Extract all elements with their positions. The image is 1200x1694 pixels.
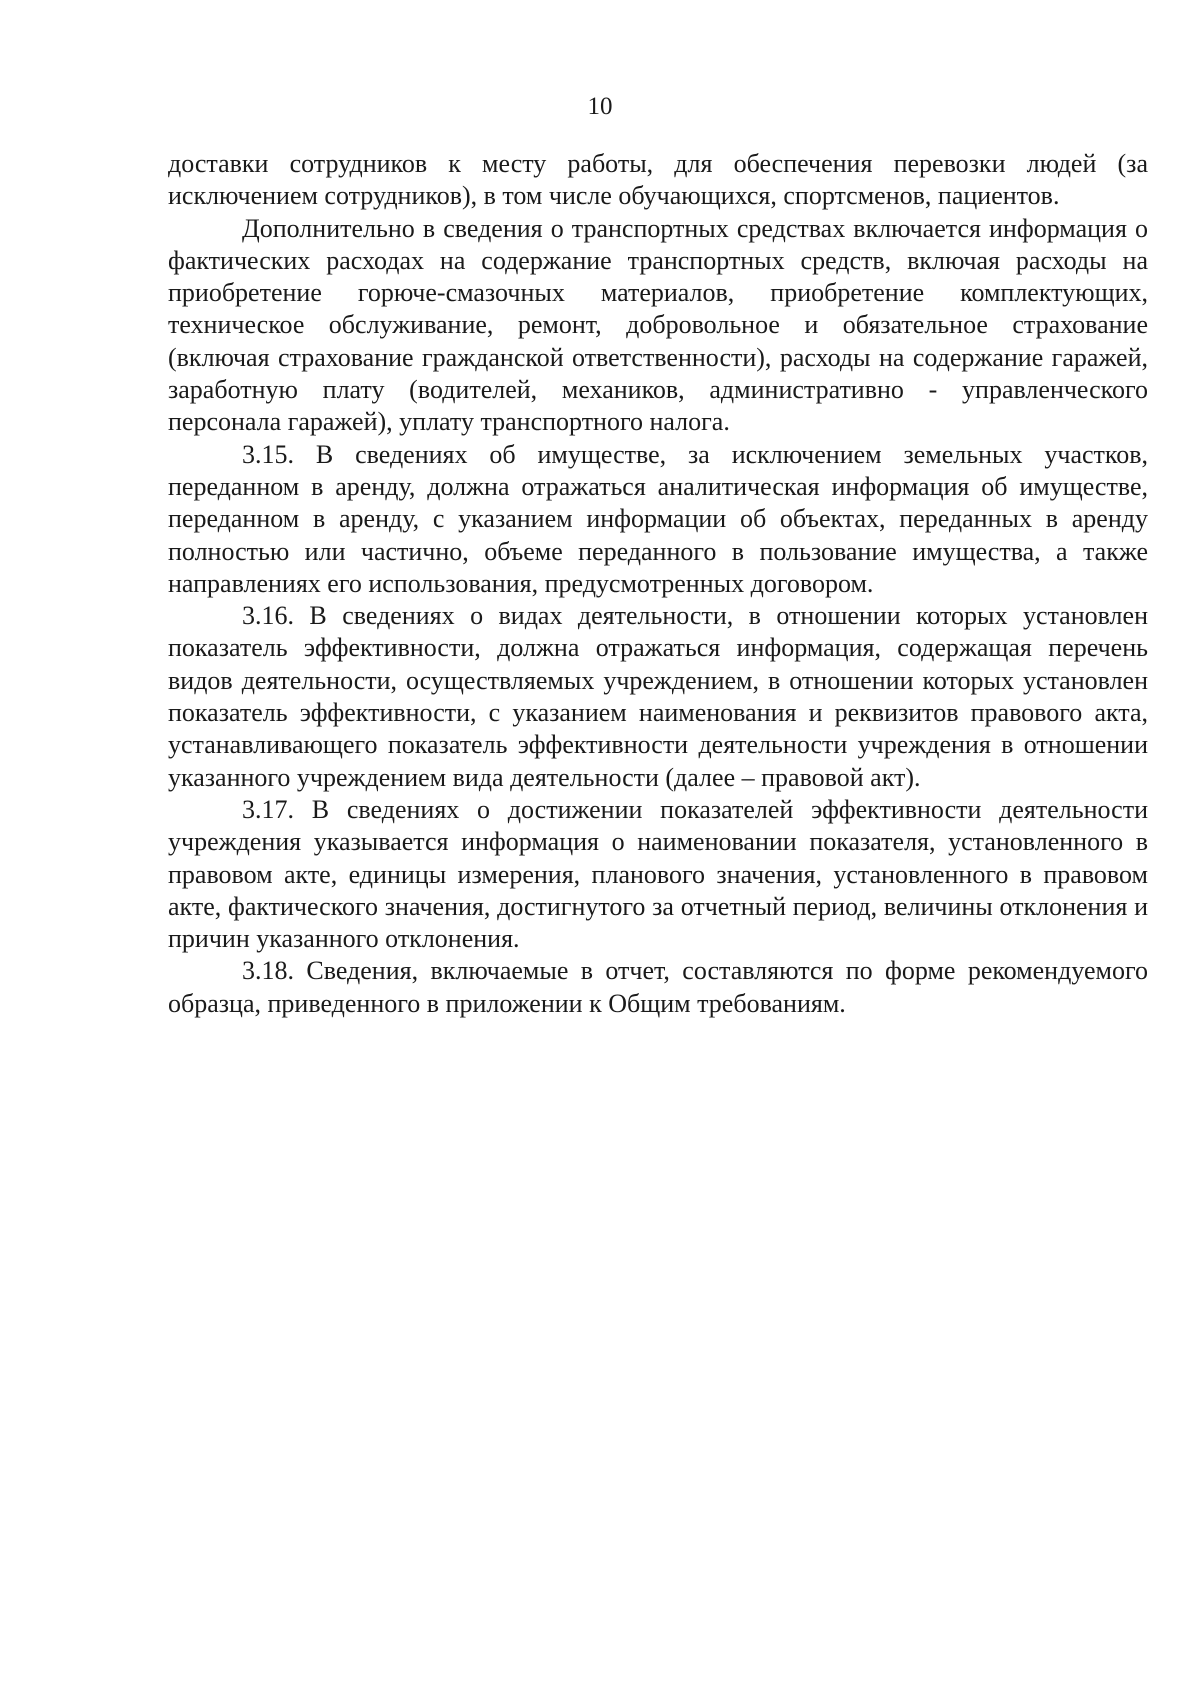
document-body [168, 148, 1148, 1020]
paragraph-continuation: доставки сотрудников к месту работы, для обеспечения перевозки людей (за исключением сотрудников), в том числе обучающихся, спортсменов, пациентов. [168, 149, 1148, 211]
paragraph-3-15: 3.15. В сведениях об имуществе, за исключением земельных участков, переданном в аренду, должна отражаться аналитическая информация об имуществе, переданном в аренду, с указанием информации об объектах, переданных в аренду полностью или частично, объеме переданного в пользование имущества, а также направлениях его использования, предусмотренных договором. [168, 439, 1148, 598]
paragraph-3-18: 3.18. Сведения, включаемые в отчет, составляются по форме рекомендуемого образца, приведенного в приложении к Общим требованиям. [168, 956, 1148, 1018]
paragraph-transport-expenses: Дополнительно в сведения о транспортных средствах включается информация о фактических расходах на содержание транспортных средств, включая расходы на приобретение горюче-смазочных материалов, приобретение комплектующих, техническое обслуживание, ремонт, добровольное и обязательное страхование (включая страхование гражданской ответственности), расходы на содержание гаражей, заработную плату (водителей, механиков, административно - управленческого персонала гаражей), уплату транспортного налога. [168, 213, 1148, 437]
paragraph-3-16: 3.16. В сведениях о видах деятельности, в отношении которых установлен показатель эффективности, должна отражаться информация, содержащая перечень видов деятельности, осуществляемых учреждением, в отношении которых установлен показатель эффективности, с указанием наименования и реквизитов правового акта, устанавливающего показатель эффективности деятельности учреждения в отношении указанного учреждением вида деятельности (далее – правовой акт). [168, 601, 1148, 792]
page-number: 10 [587, 93, 613, 120]
paragraph-3-17: 3.17. В сведениях о достижении показателей эффективности деятельности учреждения указывается информация о наименовании показателя, установленного в правовом акте, единицы измерения, планового значения, установленного в правовом акте, фактического значения, достигнутого за отчетный период, величины отклонения и причин указанного отклонения. [168, 794, 1148, 954]
